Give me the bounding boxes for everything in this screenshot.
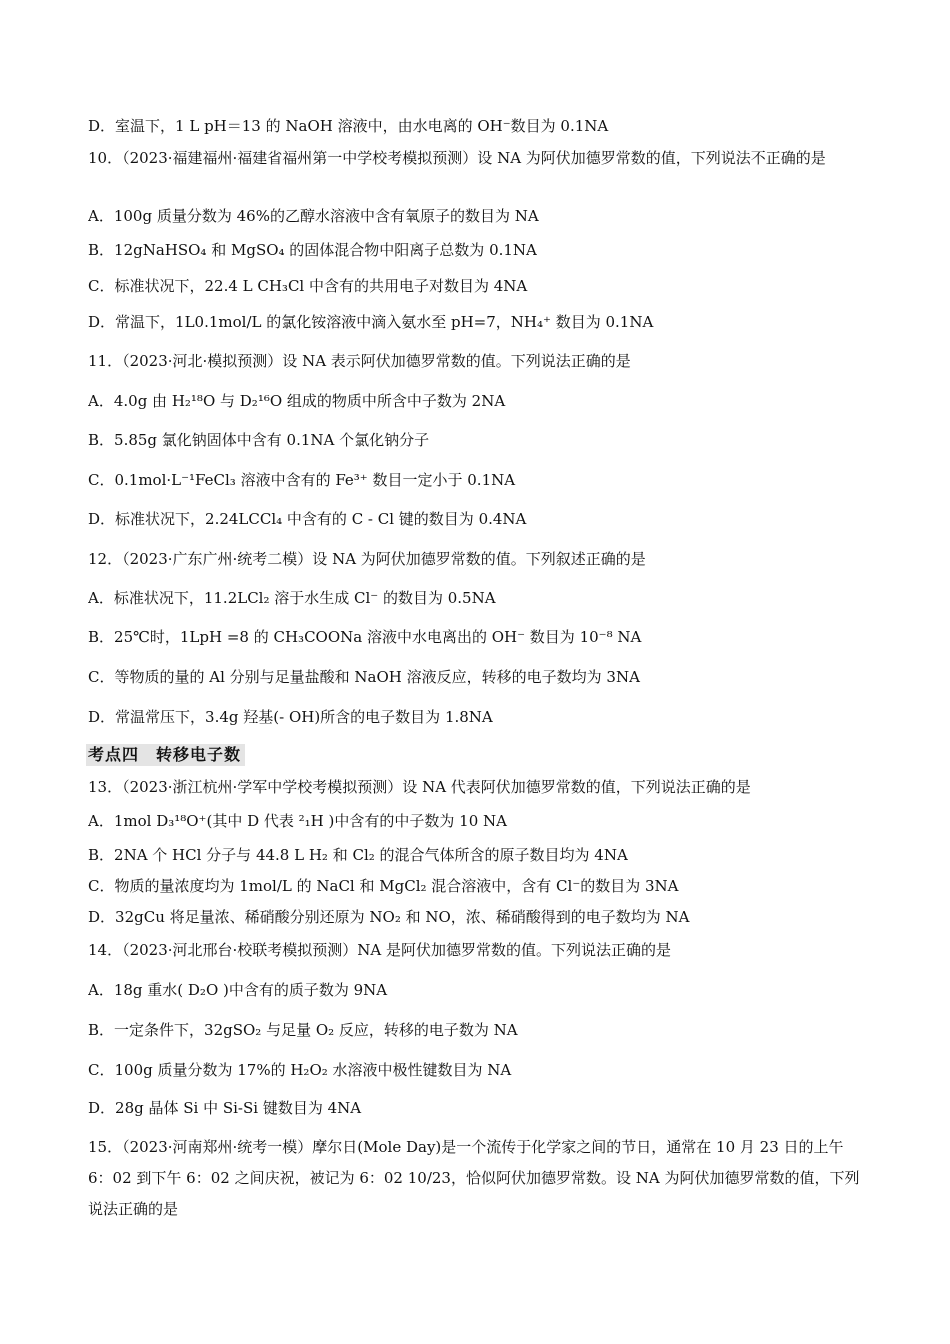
q10-option-d: D．常温下，1L0.1mol/L 的氯化铵溶液中滴入氨水至 pH=7，NH₄⁺ 数目为 0.1NA <box>88 313 654 331</box>
question-12-stem: 12．（2023·广东广州·统考二模）设 NA 为阿伏加德罗常数的值。下列叙述正确的是 <box>88 550 646 568</box>
q13-option-d: D．32gCu 将足量浓、稀硝酸分别还原为 NO₂ 和 NO，浓、稀硝酸得到的电子数均为 NA <box>88 908 690 926</box>
q11-option-c: C．0.1mol·L⁻¹FeCl₃ 溶液中含有的 Fe³⁺ 数目一定小于 0.1NA <box>88 471 516 489</box>
q14-option-d: D．28g 晶体 Si 中 Si-Si 键数目为 4NA <box>88 1099 362 1117</box>
q10-option-c: C．标准状况下，22.4 L CH₃Cl 中含有的共用电子对数目为 4NA <box>88 277 528 295</box>
q12-option-b: B．25℃时，1LpH =8 的 CH₃COONa 溶液中水电离出的 OH⁻ 数目为 10⁻⁸ NA <box>88 628 642 646</box>
q14-option-b: B．一定条件下，32gSO₂ 与足量 O₂ 反应，转移的电子数为 NA <box>88 1021 518 1039</box>
q13-option-b: B．2NA 个 HCl 分子与 44.8 L H₂ 和 Cl₂ 的混合气体所含的原子数目均为 4NA <box>88 846 628 864</box>
q11-option-b: B．5.85g 氯化钠固体中含有 0.1NA 个氯化钠分子 <box>88 431 430 449</box>
q13-option-c: C．物质的量浓度均为 1mol/L 的 NaCl 和 MgCl₂ 混合溶液中，含有 Cl⁻的数目为 3NA <box>88 877 679 895</box>
q13-option-a: A．1mol D₃¹⁸O⁺(其中 D 代表 ²₁H )中含有的中子数为 10 NA <box>88 812 507 830</box>
question-11-stem: 11．（2023·河北·模拟预测）设 NA 表示阿伏加德罗常数的值。下列说法正确的是 <box>88 352 631 370</box>
q12-option-c: C．等物质的量的 Al 分别与足量盐酸和 NaOH 溶液反应，转移的电子数均为 3NA <box>88 668 640 686</box>
q12-option-d: D．常温常压下，3.4g 羟基(- OH)所含的电子数目为 1.8NA <box>88 708 493 726</box>
q9-option-d: D．室温下，1 L pH＝13 的 NaOH 溶液中，由水电离的 OH⁻数目为 0.1NA <box>88 117 609 135</box>
question-14-stem: 14．（2023·河北邢台·校联考模拟预测）NA 是阿伏加德罗常数的值。下列说法正确的是 <box>88 941 672 959</box>
section-heading: 考点四 转移电子数 <box>86 744 245 766</box>
q10-option-a: A．100g 质量分数为 46%的乙醇水溶液中含有氧原子的数目为 NA <box>88 207 539 225</box>
q11-option-a: A．4.0g 由 H₂¹⁸O 与 D₂¹⁶O 组成的物质中所含中子数为 2NA <box>88 392 506 410</box>
question-10-stem: 10．（2023·福建福州·福建省福州第一中学校考模拟预测）设 NA 为阿伏加德罗常数的值，下列说法不正确的是 <box>88 149 826 167</box>
q11-option-d: D．标准状况下，2.24LCCl₄ 中含有的 C - Cl 键的数目为 0.4NA <box>88 510 527 528</box>
question-15-stem: 15．（2023·河南郑州·统考一模）摩尔日(Mole Day)是一个流传于化学家之间的节日，通常在 10 月 23 日的上午 6：02 到下午 6：02 之间庆祝，被记为 6：02 10/23，恰似阿伏加德罗常数。设 NA 为阿伏加德罗常数的值，下列说法正确的是 <box>88 1138 860 1218</box>
q14-option-c: C．100g 质量分数为 17%的 H₂O₂ 水溶液中极性键数目为 NA <box>88 1061 512 1079</box>
q10-option-b: B．12gNaHSO₄ 和 MgSO₄ 的固体混合物中阳离子总数为 0.1NA <box>88 241 537 259</box>
q12-option-a: A．标准状况下，11.2LCl₂ 溶于水生成 Cl⁻ 的数目为 0.5NA <box>88 589 496 607</box>
q14-option-a: A．18g 重水( D₂O )中含有的质子数为 9NA <box>88 981 388 999</box>
question-13-stem: 13．（2023·浙江杭州·学军中学校考模拟预测）设 NA 代表阿伏加德罗常数的值，下列说法正确的是 <box>88 778 751 796</box>
